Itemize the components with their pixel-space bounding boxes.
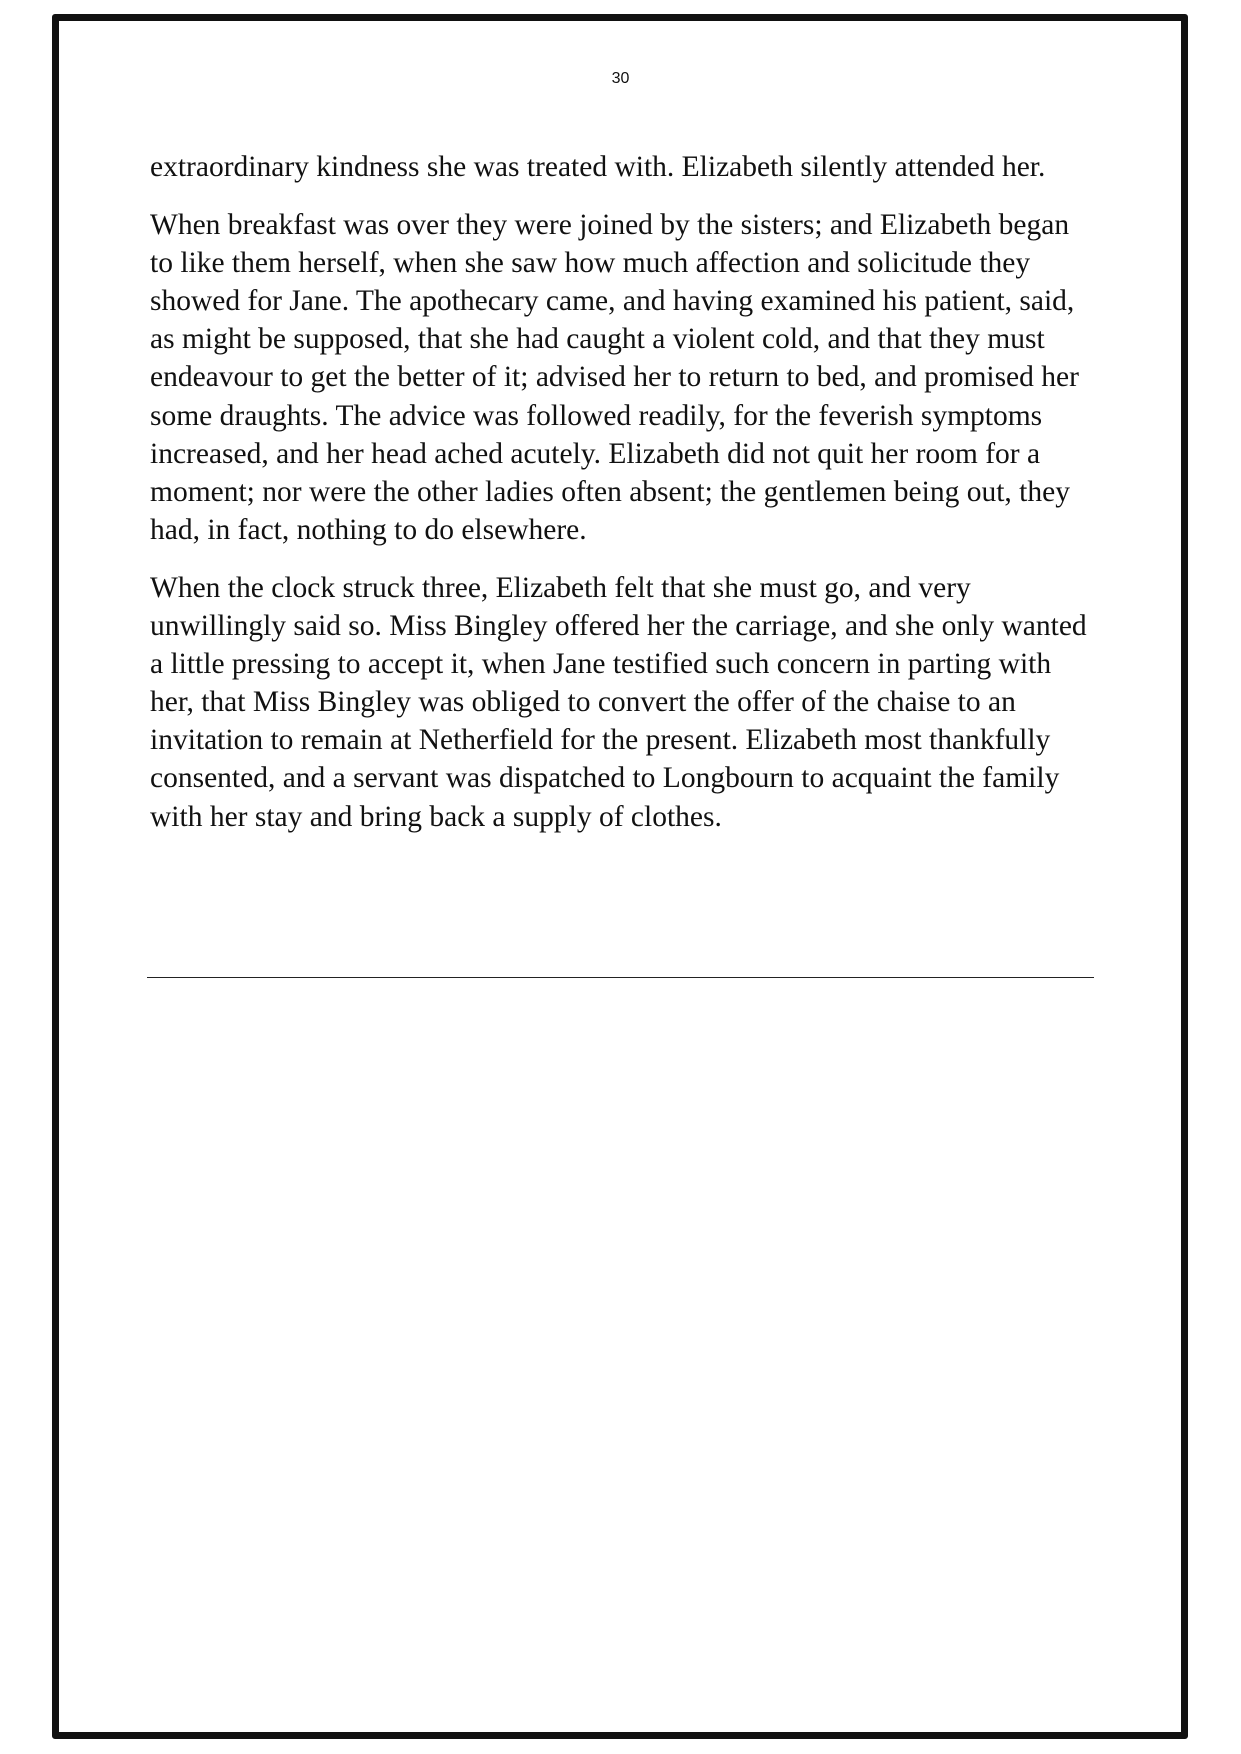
page-number: 30 <box>611 70 630 87</box>
section-divider <box>147 977 1094 978</box>
paragraph-2: When breakfast was over they were joined by the sisters; and Elizabeth began to like them herself, when she saw how much affection and solicitude they showed for Jane. The apothecary came, and having examined his patient, said, as might be supposed, that she had caught a violent cold, and that they must endeavour to get the better of it; advised her to return to bed, and promised her some draughts. The advice was followed readily, for the feverish symptoms increased, and her head ached acutely. Elizabeth did not quit her room for a moment; nor were the other ladies often absent; the gentlemen being out, they had, in fact, nothing to do elsewhere. <box>150 209 1079 546</box>
text-body <box>150 148 1095 856</box>
paragraph-3: When the clock struck three, Elizabeth felt that she must go, and very unwillingly said so. Miss Bingley offered her the carriage, and she only wanted a little pressing to accept it, when Jane testified such concern in parting with her, that Miss Bingley was obliged to convert the offer of the chaise to an invitation to remain at Netherfield for the present. Elizabeth most thankfully consented, and a servant was dispatched to Longbourn to acquaint the family with her stay and bring back a supply of clothes. <box>150 571 1087 833</box>
paragraph-1: extraordinary kindness she was treated with. Elizabeth silently attended her. <box>150 151 1046 183</box>
